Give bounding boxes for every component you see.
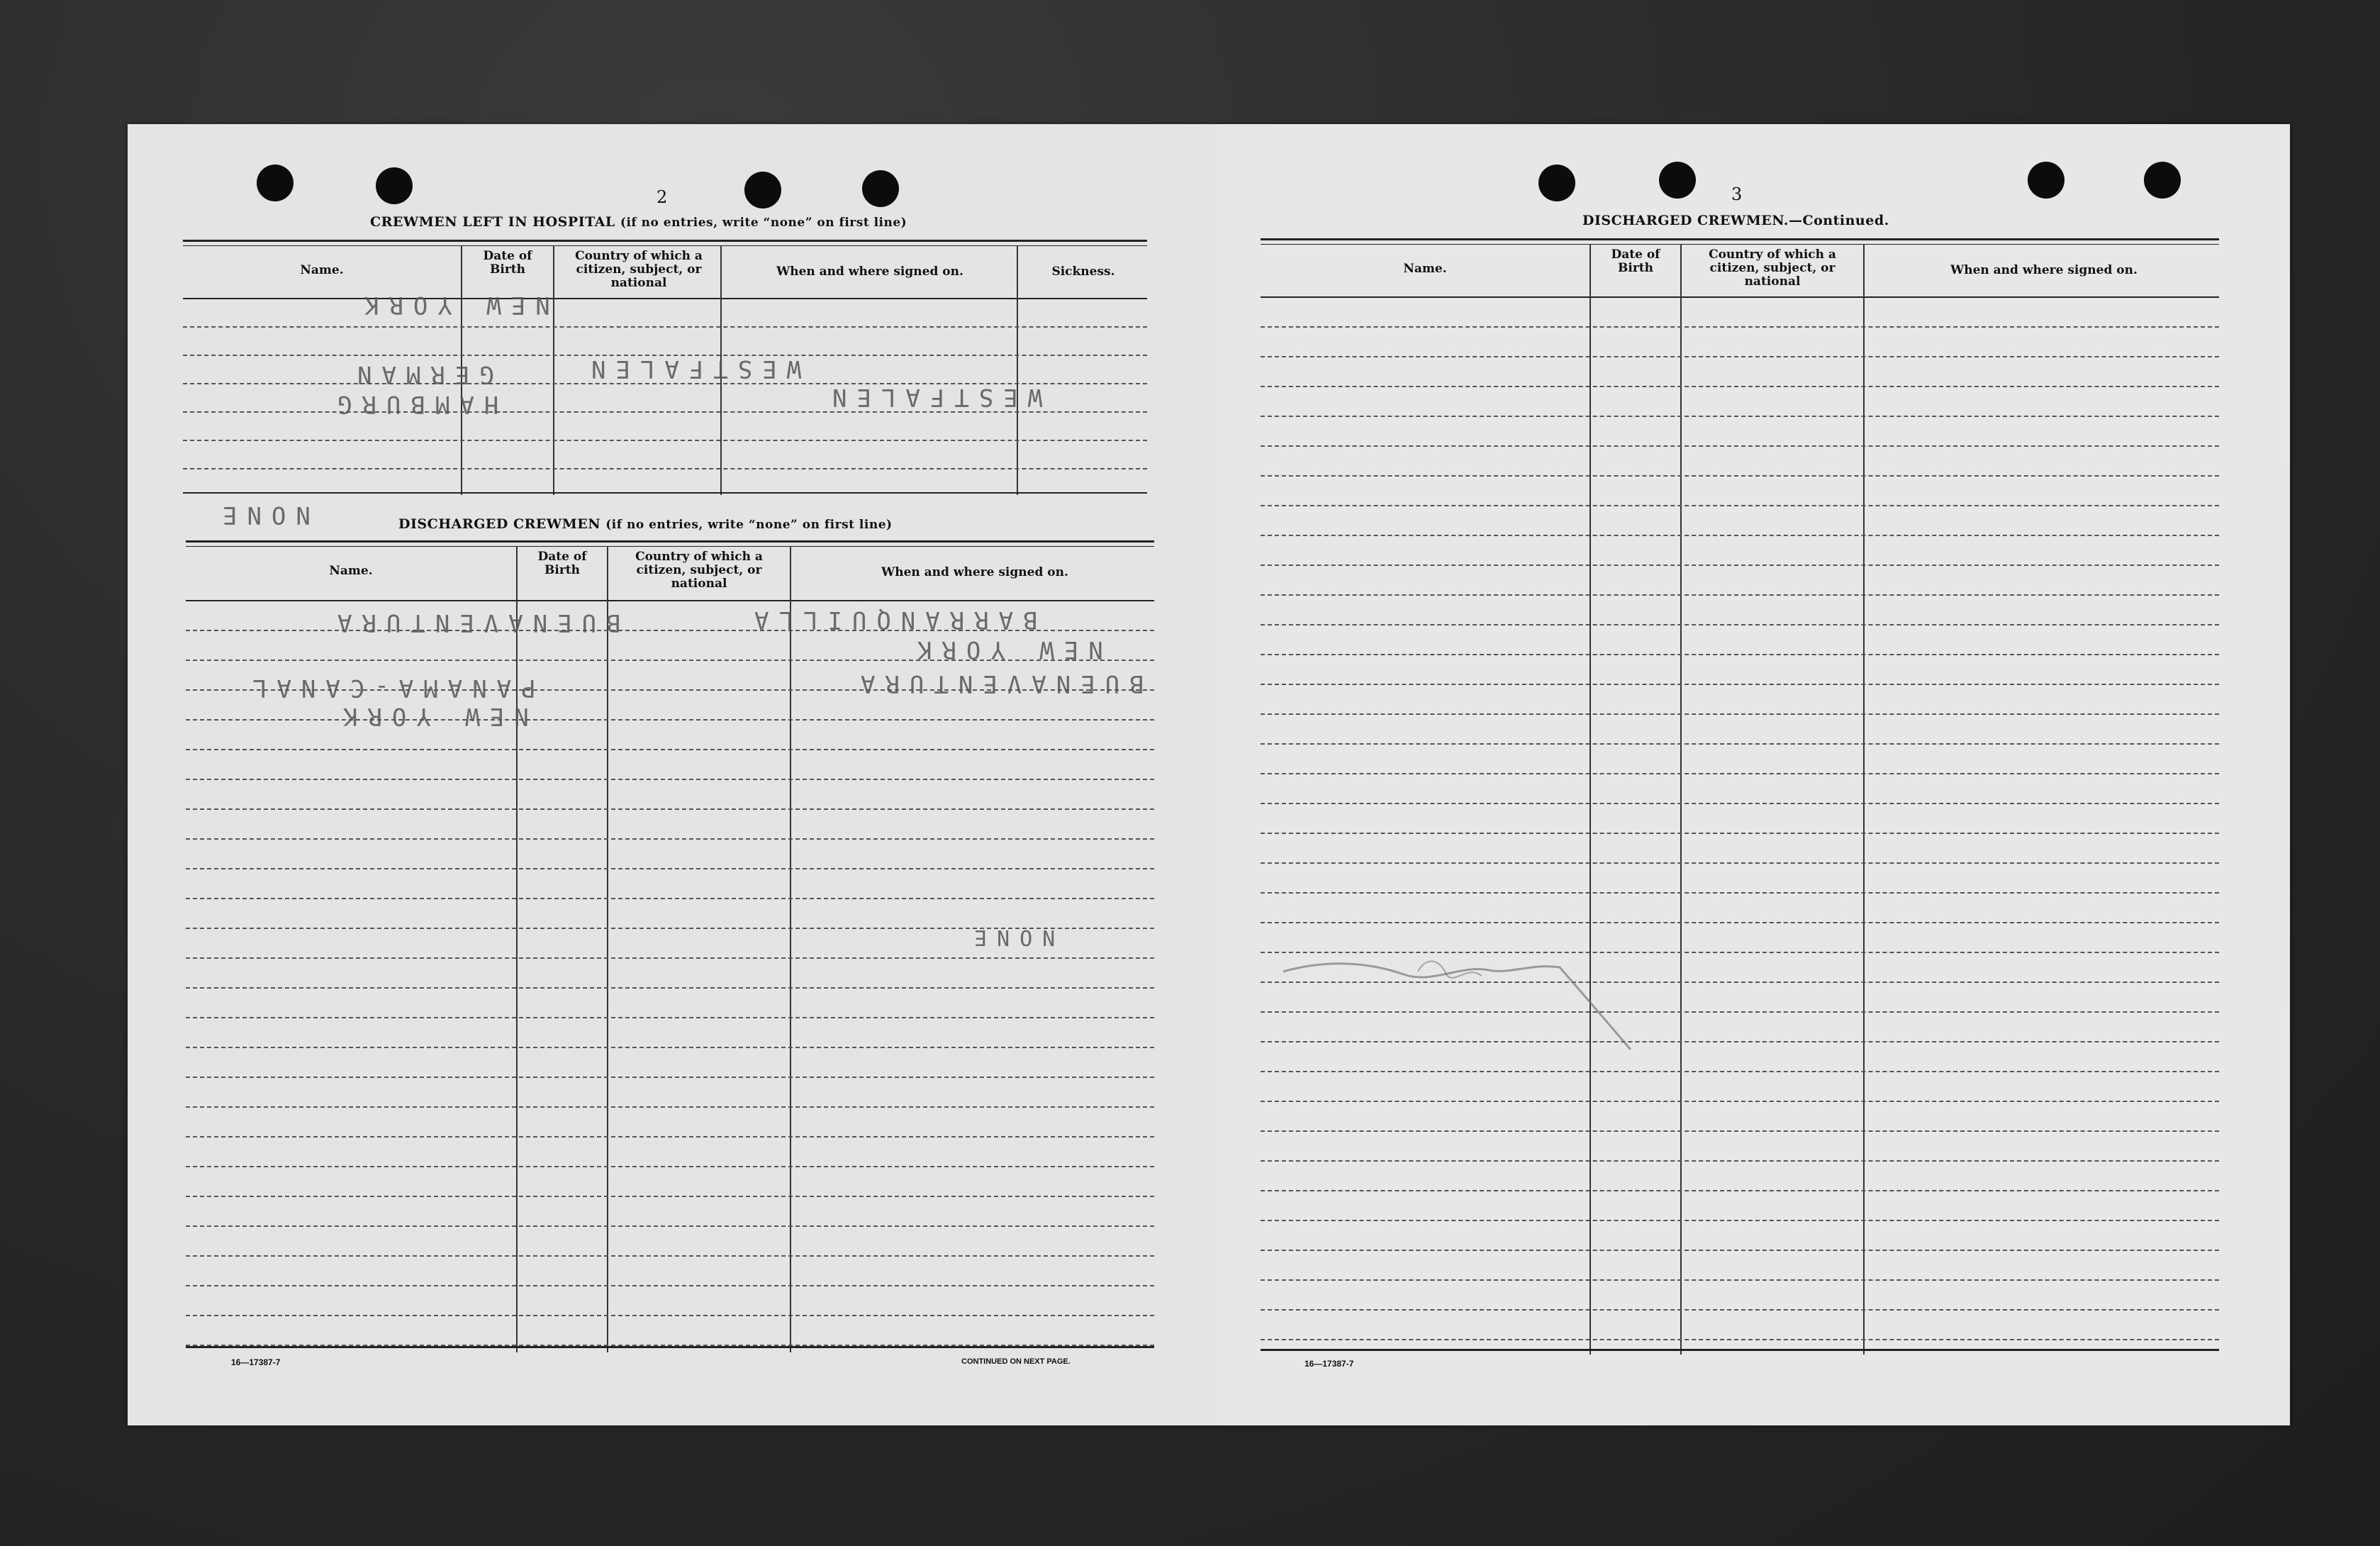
punch-hole	[376, 167, 413, 204]
right-col-country: Country of which a citizen, subject, or national	[1709, 248, 1836, 289]
bleed-stamp: WESTFALEN	[822, 383, 1043, 411]
table-row	[1261, 1221, 2219, 1251]
bleed-stamp: BUENAVENTURA	[328, 608, 621, 637]
table-row	[1261, 1311, 2219, 1340]
discharged-col-name: Name.	[329, 564, 373, 578]
hospital-title-note: (if no entries, write “none” on first line)	[620, 216, 907, 230]
table-row	[1261, 1162, 2219, 1191]
table-row	[1261, 923, 2219, 953]
bleed-stamp: NEW YORK	[907, 635, 1103, 664]
discharged-rows-left	[186, 601, 1154, 1346]
punch-hole	[2144, 162, 2181, 199]
bleed-stamp: BARRANQUILLA	[744, 606, 1038, 634]
hospital-col-signed: When and where signed on.	[776, 265, 963, 279]
discharged-col-signed: When and where signed on.	[881, 565, 1068, 579]
table-row	[186, 810, 1154, 840]
hospital-col-country: Country of which a citizen, subject, or national	[575, 249, 703, 290]
table-row	[1261, 328, 2219, 357]
table-row	[1261, 774, 2219, 804]
punch-hole	[862, 170, 899, 207]
bleed-stamp: NONE	[964, 925, 1056, 950]
table-row	[186, 1078, 1154, 1108]
table-row	[1261, 1281, 2219, 1311]
bleed-stamp: NEW YORK	[333, 702, 529, 730]
table-row	[183, 299, 1147, 328]
table-row	[1261, 357, 2219, 387]
signature-bleed	[1276, 950, 1645, 1050]
hospital-col-dob: Date of Birth	[483, 249, 532, 277]
right-col-dob: Date of Birth	[1611, 248, 1660, 275]
table-row	[1261, 506, 2219, 536]
table-row	[1261, 655, 2219, 685]
hospital-section-title	[370, 214, 907, 230]
discharged-title-text: DISCHARGED CREWMEN	[398, 516, 601, 532]
table-row	[1261, 745, 2219, 774]
table-row	[1261, 298, 2219, 328]
discharged-col-country: Country of which a citizen, subject, or national	[635, 550, 763, 591]
table-row	[1261, 834, 2219, 864]
page-number-right: 3	[1731, 184, 1743, 204]
table-row	[1261, 715, 2219, 745]
table-row	[186, 840, 1154, 869]
hospital-col-name: Name.	[300, 263, 344, 277]
bleed-stamp: WESTFALEN	[581, 355, 802, 383]
table-row	[1261, 804, 2219, 834]
table-row	[1261, 1191, 2219, 1221]
table-row	[186, 1227, 1154, 1257]
table-row	[186, 1257, 1154, 1286]
table-row	[186, 959, 1154, 989]
table-row	[186, 1197, 1154, 1227]
table-row	[1261, 1251, 2219, 1281]
table-row	[186, 1286, 1154, 1316]
table-row	[186, 750, 1154, 780]
table-row	[186, 1316, 1154, 1346]
form-number-left: 16—17387-7	[231, 1357, 281, 1367]
bleed-stamp: HAMBURG	[328, 390, 499, 418]
punch-hole	[1538, 165, 1575, 201]
table-row	[1261, 566, 2219, 596]
table-row	[1261, 864, 2219, 894]
right-section-title: DISCHARGED CREWMEN.—Continued.	[1582, 213, 1889, 228]
hospital-title-text: CREWMEN LEFT IN HOSPITAL	[370, 214, 615, 230]
bleed-stamp: NEW YORK	[354, 291, 550, 319]
right-col-signed: When and where signed on.	[1950, 263, 2138, 277]
discharged-col-dob: Date of Birth	[537, 550, 587, 577]
table-row	[186, 1048, 1154, 1078]
table-row	[1261, 417, 2219, 447]
page-number-left: 2	[657, 187, 668, 207]
punch-hole	[2028, 162, 2065, 199]
discharged-title-note: (if no entries, write “none” on first line)	[605, 518, 893, 532]
table-row	[1261, 387, 2219, 417]
table-row	[186, 989, 1154, 1018]
table-row	[186, 721, 1154, 750]
bleed-stamp: PANAMA-CANAL	[242, 674, 536, 702]
table-row	[183, 441, 1147, 469]
continued-note: CONTINUED ON NEXT PAGE.	[961, 1357, 1071, 1366]
table-row	[186, 1138, 1154, 1167]
discharged-section-title	[398, 516, 893, 532]
table-row	[1261, 447, 2219, 477]
table-row	[1261, 1102, 2219, 1132]
table-row	[183, 328, 1147, 356]
form-number-right: 16—17387-7	[1304, 1359, 1354, 1369]
table-row	[186, 1018, 1154, 1048]
table-row	[1261, 625, 2219, 655]
table-row	[1261, 685, 2219, 715]
table-row	[1261, 1072, 2219, 1102]
table-row	[1261, 536, 2219, 566]
hospital-col-sickness: Sickness.	[1051, 265, 1115, 279]
table-row	[186, 869, 1154, 899]
right-col-name: Name.	[1403, 262, 1447, 276]
discharged-table-right	[1261, 238, 2219, 1355]
table-row	[1261, 596, 2219, 625]
discharged-rows-right	[1261, 298, 2219, 1340]
bleed-stamp: NONE	[213, 501, 311, 529]
table-row	[186, 1167, 1154, 1197]
table-row	[1261, 1132, 2219, 1162]
table-row	[1261, 894, 2219, 923]
punch-hole	[744, 172, 781, 208]
table-row	[186, 780, 1154, 810]
punch-hole	[257, 165, 294, 201]
table-row	[1261, 477, 2219, 506]
bleed-stamp: BUENAVENTURA	[851, 669, 1144, 698]
punch-hole	[1659, 162, 1696, 199]
bleed-stamp: GERMAN	[347, 360, 494, 389]
table-row	[186, 1108, 1154, 1138]
